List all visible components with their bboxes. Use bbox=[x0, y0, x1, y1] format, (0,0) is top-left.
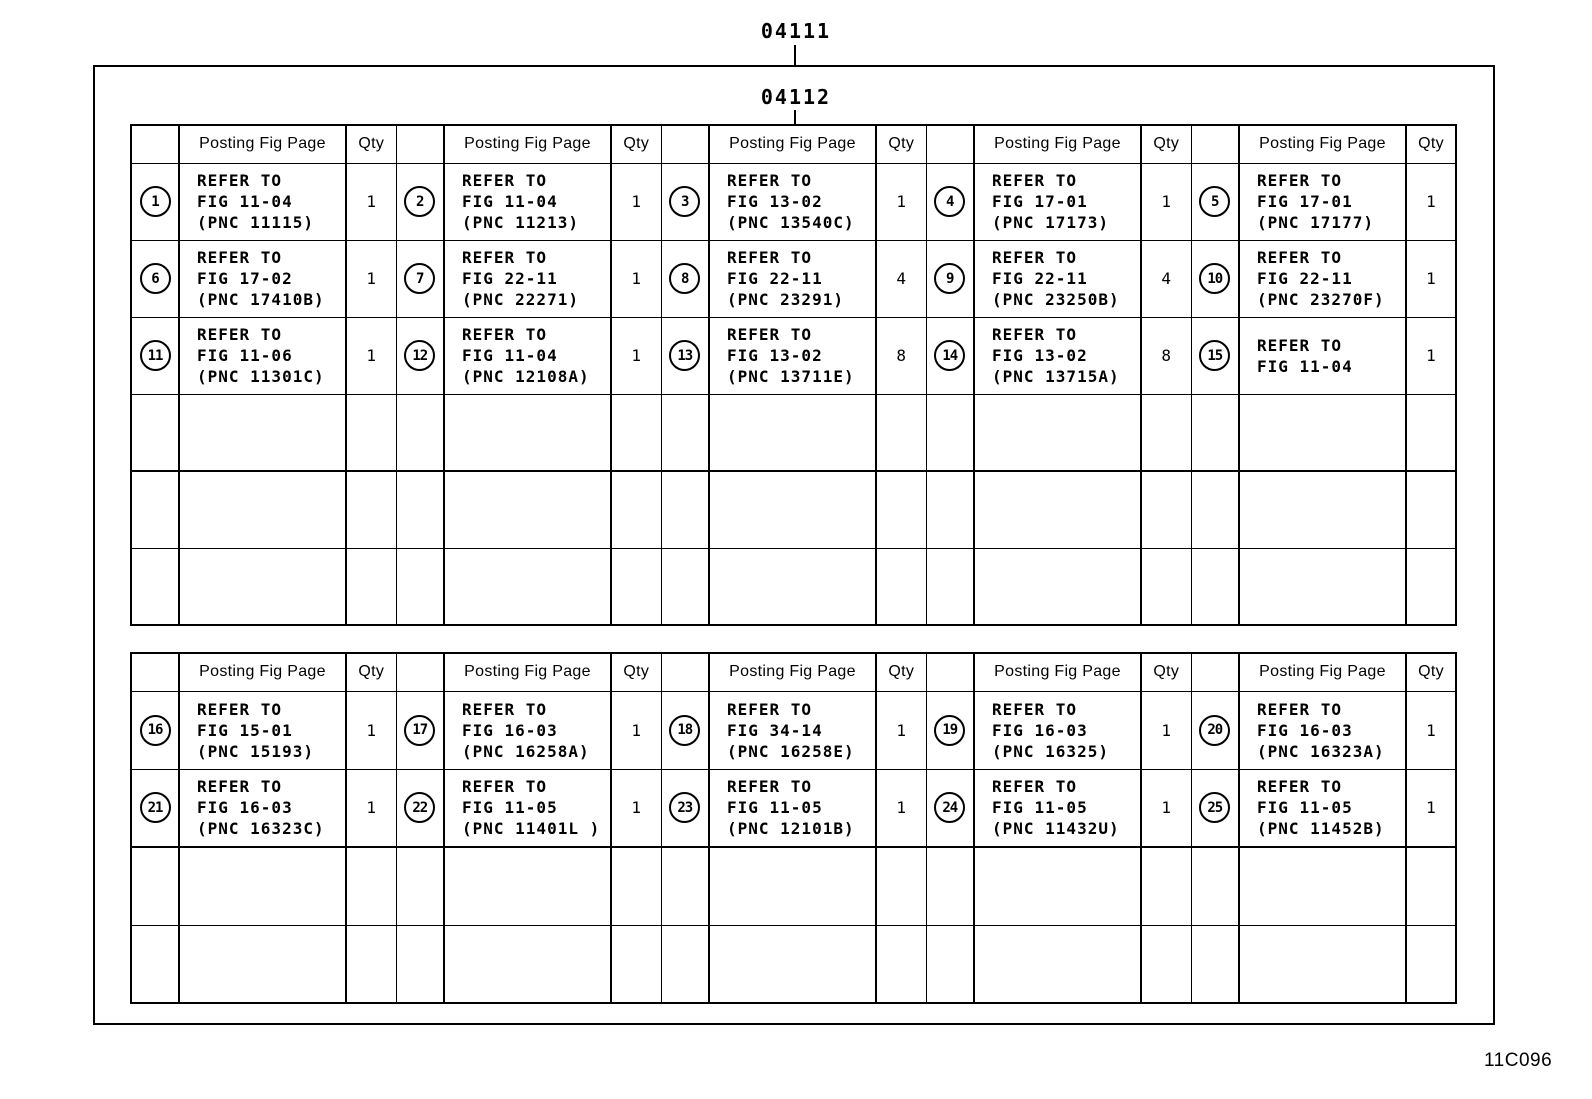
item-number-cell bbox=[131, 769, 179, 847]
ref-cell bbox=[444, 691, 611, 769]
qty-cell bbox=[346, 394, 396, 471]
item-number-badge: 15 bbox=[1199, 340, 1230, 371]
ref-cell bbox=[1239, 471, 1406, 548]
ref-cell bbox=[444, 240, 611, 317]
qty-cell bbox=[611, 548, 661, 625]
ref-line: REFER TO bbox=[197, 777, 283, 797]
ref-cell bbox=[179, 394, 346, 471]
ref-cell bbox=[1239, 691, 1406, 769]
ref-cell bbox=[709, 548, 876, 625]
item-number-badge: 7 bbox=[404, 263, 435, 294]
qty-header-cell: Qty bbox=[876, 125, 926, 163]
ref-cell bbox=[444, 317, 611, 394]
qty-header-cell: Qty bbox=[346, 125, 396, 163]
item-number-cell bbox=[396, 925, 444, 1003]
item-number-badge: 13 bbox=[669, 340, 700, 371]
item-number-badge: 23 bbox=[669, 792, 700, 823]
item-number-cell bbox=[396, 471, 444, 548]
ref-line: (PNC 11401L ) bbox=[462, 819, 601, 839]
qty-cell: 1 bbox=[1141, 691, 1191, 769]
ref-cell bbox=[1239, 548, 1406, 625]
ref-line: (PNC 17177) bbox=[1257, 213, 1374, 232]
item-number-cell bbox=[131, 471, 179, 548]
qty-cell bbox=[876, 548, 926, 625]
ref-cell bbox=[179, 317, 346, 394]
qty-cell bbox=[1406, 847, 1456, 925]
table-row bbox=[131, 769, 1456, 847]
ref-line: REFER TO bbox=[197, 325, 283, 344]
item-number-cell bbox=[661, 471, 709, 548]
item-number-cell bbox=[1191, 240, 1239, 317]
ref-line: FIG 34-14 bbox=[727, 720, 823, 740]
item-number-cell bbox=[1191, 769, 1239, 847]
posting-fig-page-header-cell: Posting Fig Page bbox=[444, 125, 611, 163]
ref-line: (PNC 17410B) bbox=[197, 290, 325, 309]
item-number-cell bbox=[926, 847, 974, 925]
qty-cell: 1 bbox=[346, 317, 396, 394]
ref-line: FIG 22-11 bbox=[727, 269, 823, 288]
ref-cell bbox=[974, 769, 1141, 847]
qty-cell: 1 bbox=[611, 240, 661, 317]
posting-fig-page-header-cell: Posting Fig Page bbox=[974, 125, 1141, 163]
item-number-cell bbox=[396, 394, 444, 471]
sheet-code-label: 11C096 bbox=[1484, 1050, 1553, 1071]
ref-cell bbox=[974, 317, 1141, 394]
ref-line: FIG 13-02 bbox=[727, 346, 823, 365]
qty-cell: 1 bbox=[1406, 769, 1456, 847]
item-number-cell bbox=[396, 769, 444, 847]
table-header-row bbox=[131, 653, 1456, 691]
ref-line: REFER TO bbox=[1257, 699, 1343, 719]
item-number-header-cell bbox=[131, 653, 179, 691]
ref-cell bbox=[179, 471, 346, 548]
qty-cell: 4 bbox=[1141, 240, 1191, 317]
item-number-badge: 9 bbox=[934, 263, 965, 294]
ref-line: (PNC 22271) bbox=[462, 290, 579, 309]
qty-cell: 1 bbox=[611, 691, 661, 769]
item-number-cell bbox=[1191, 394, 1239, 471]
item-number-badge: 5 bbox=[1199, 186, 1230, 217]
ref-line: FIG 16-03 bbox=[197, 798, 293, 818]
qty-cell: 1 bbox=[346, 240, 396, 317]
qty-header-cell: Qty bbox=[611, 125, 661, 163]
item-number-cell bbox=[396, 548, 444, 625]
ref-line: (PNC 15193) bbox=[197, 741, 314, 761]
ref-line: (PNC 11115) bbox=[197, 213, 314, 232]
ref-cell bbox=[1239, 163, 1406, 240]
ref-line: REFER TO bbox=[727, 777, 813, 797]
ref-cell bbox=[179, 548, 346, 625]
item-number-badge: 2 bbox=[404, 186, 435, 217]
qty-cell bbox=[346, 471, 396, 548]
qty-cell bbox=[1141, 471, 1191, 548]
ref-cell bbox=[974, 691, 1141, 769]
item-number-header-cell bbox=[926, 125, 974, 163]
ref-line: (PNC 16258A) bbox=[462, 741, 590, 761]
ref-cell bbox=[974, 548, 1141, 625]
ref-line: REFER TO bbox=[992, 325, 1078, 344]
ref-line: (PNC 16323A) bbox=[1257, 741, 1385, 761]
ref-line: REFER TO bbox=[1257, 171, 1343, 190]
ref-line: FIG 11-04 bbox=[197, 192, 293, 211]
posting-fig-page-header-cell: Posting Fig Page bbox=[179, 653, 346, 691]
item-number-header-cell bbox=[926, 653, 974, 691]
ref-line: REFER TO bbox=[727, 248, 813, 267]
qty-cell: 8 bbox=[876, 317, 926, 394]
item-number-badge: 25 bbox=[1199, 792, 1230, 823]
ref-line: (PNC 12101B) bbox=[727, 819, 855, 839]
qty-cell: 1 bbox=[611, 317, 661, 394]
qty-cell: 1 bbox=[1406, 317, 1456, 394]
ref-line: (PNC 23270F) bbox=[1257, 290, 1385, 309]
qty-cell bbox=[1141, 847, 1191, 925]
ref-line: FIG 17-02 bbox=[197, 269, 293, 288]
ref-line: FIG 11-05 bbox=[992, 798, 1088, 818]
ref-cell bbox=[444, 847, 611, 925]
item-number-cell bbox=[131, 240, 179, 317]
table-row bbox=[131, 317, 1456, 394]
leader-line-04111 bbox=[794, 45, 796, 65]
ref-line: (PNC 16325) bbox=[992, 741, 1109, 761]
item-number-badge: 20 bbox=[1199, 715, 1230, 746]
empty-table-row bbox=[131, 471, 1456, 548]
qty-cell bbox=[876, 471, 926, 548]
qty-header-cell: Qty bbox=[876, 653, 926, 691]
item-number-header-cell bbox=[661, 125, 709, 163]
posting-fig-page-header-cell: Posting Fig Page bbox=[709, 125, 876, 163]
ref-line: FIG 16-03 bbox=[1257, 720, 1353, 740]
ref-line: FIG 11-05 bbox=[462, 798, 558, 818]
ref-cell bbox=[444, 394, 611, 471]
qty-cell bbox=[1141, 548, 1191, 625]
ref-cell bbox=[709, 925, 876, 1003]
ref-line: (PNC 13715A) bbox=[992, 367, 1120, 386]
ref-line: REFER TO bbox=[197, 248, 283, 267]
qty-cell bbox=[1406, 394, 1456, 471]
item-number-cell bbox=[926, 394, 974, 471]
item-number-badge: 17 bbox=[404, 715, 435, 746]
ref-line: FIG 22-11 bbox=[1257, 269, 1353, 288]
qty-cell bbox=[1141, 394, 1191, 471]
item-number-badge: 1 bbox=[140, 186, 171, 217]
qty-cell: 1 bbox=[876, 691, 926, 769]
ref-line: REFER TO bbox=[992, 248, 1078, 267]
qty-cell: 1 bbox=[1141, 163, 1191, 240]
qty-cell: 1 bbox=[876, 163, 926, 240]
item-number-cell bbox=[926, 769, 974, 847]
ref-line: (PNC 17173) bbox=[992, 213, 1109, 232]
item-number-badge: 24 bbox=[934, 792, 965, 823]
ref-cell bbox=[1239, 769, 1406, 847]
ref-cell bbox=[444, 769, 611, 847]
item-number-cell bbox=[1191, 317, 1239, 394]
ref-line: (PNC 16323C) bbox=[197, 819, 325, 839]
item-number-cell bbox=[1191, 925, 1239, 1003]
ref-cell bbox=[709, 394, 876, 471]
item-number-cell bbox=[926, 691, 974, 769]
qty-cell: 1 bbox=[1406, 691, 1456, 769]
item-number-cell bbox=[131, 925, 179, 1003]
ref-line: REFER TO bbox=[727, 325, 813, 344]
ref-line: FIG 11-04 bbox=[1257, 356, 1353, 376]
item-number-cell bbox=[926, 163, 974, 240]
leader-line-04112 bbox=[794, 110, 796, 125]
ref-cell bbox=[179, 240, 346, 317]
ref-line: FIG 16-03 bbox=[992, 720, 1088, 740]
ref-line: REFER TO bbox=[462, 777, 548, 797]
ref-line: REFER TO bbox=[462, 248, 548, 267]
qty-cell bbox=[1406, 548, 1456, 625]
ref-cell bbox=[179, 163, 346, 240]
ref-line: FIG 11-05 bbox=[1257, 798, 1353, 818]
item-number-badge: 3 bbox=[669, 186, 700, 217]
ref-line: FIG 22-11 bbox=[462, 269, 558, 288]
item-number-header-cell bbox=[661, 653, 709, 691]
item-number-cell bbox=[1191, 163, 1239, 240]
item-number-cell bbox=[661, 548, 709, 625]
item-number-cell bbox=[926, 240, 974, 317]
item-number-cell bbox=[131, 691, 179, 769]
ref-line: REFER TO bbox=[462, 325, 548, 344]
empty-table-row bbox=[131, 847, 1456, 925]
item-number-badge: 22 bbox=[404, 792, 435, 823]
ref-cell bbox=[1239, 317, 1406, 394]
item-number-header-cell bbox=[396, 125, 444, 163]
qty-cell bbox=[1141, 925, 1191, 1003]
qty-cell: 1 bbox=[346, 163, 396, 240]
item-number-cell bbox=[396, 691, 444, 769]
qty-cell: 1 bbox=[346, 691, 396, 769]
ref-line: FIG 11-04 bbox=[462, 346, 558, 365]
empty-table-row bbox=[131, 925, 1456, 1003]
ref-line: REFER TO bbox=[1257, 248, 1343, 267]
item-number-badge: 14 bbox=[934, 340, 965, 371]
ref-line: REFER TO bbox=[462, 171, 548, 190]
ref-line: FIG 15-01 bbox=[197, 720, 293, 740]
ref-line: FIG 13-02 bbox=[992, 346, 1088, 365]
ref-cell bbox=[1239, 240, 1406, 317]
qty-cell: 1 bbox=[1141, 769, 1191, 847]
qty-cell: 1 bbox=[1406, 163, 1456, 240]
item-number-cell bbox=[131, 548, 179, 625]
ref-line: (PNC 16258E) bbox=[727, 741, 855, 761]
qty-cell: 8 bbox=[1141, 317, 1191, 394]
ref-line: (PNC 13540C) bbox=[727, 213, 855, 232]
qty-cell: 1 bbox=[876, 769, 926, 847]
ref-cell bbox=[444, 163, 611, 240]
qty-cell bbox=[876, 925, 926, 1003]
ref-line: FIG 17-01 bbox=[992, 192, 1088, 211]
qty-header-cell: Qty bbox=[1406, 125, 1456, 163]
item-number-header-cell bbox=[1191, 653, 1239, 691]
ref-line: FIG 16-03 bbox=[462, 720, 558, 740]
item-number-cell bbox=[661, 163, 709, 240]
qty-cell bbox=[346, 847, 396, 925]
ref-line: FIG 13-02 bbox=[727, 192, 823, 211]
item-number-header-cell bbox=[1191, 125, 1239, 163]
qty-cell bbox=[611, 925, 661, 1003]
posting-reference-table-lower bbox=[130, 652, 1457, 1004]
ref-cell bbox=[709, 847, 876, 925]
item-number-cell bbox=[1191, 691, 1239, 769]
qty-cell bbox=[876, 847, 926, 925]
posting-fig-page-header-cell: Posting Fig Page bbox=[974, 653, 1141, 691]
ref-cell bbox=[444, 471, 611, 548]
qty-cell: 4 bbox=[876, 240, 926, 317]
item-number-cell bbox=[396, 847, 444, 925]
item-number-badge: 4 bbox=[934, 186, 965, 217]
ref-line: (PNC 23291) bbox=[727, 290, 844, 309]
posting-fig-page-header-cell: Posting Fig Page bbox=[1239, 125, 1406, 163]
ref-line: REFER TO bbox=[992, 171, 1078, 190]
ref-cell bbox=[709, 769, 876, 847]
item-number-badge: 11 bbox=[140, 340, 171, 371]
posting-fig-page-header-cell: Posting Fig Page bbox=[179, 125, 346, 163]
item-number-cell bbox=[131, 317, 179, 394]
ref-line: REFER TO bbox=[197, 699, 283, 719]
ref-line: (PNC 11301C) bbox=[197, 367, 325, 386]
ref-cell bbox=[709, 163, 876, 240]
ref-cell bbox=[179, 691, 346, 769]
ref-line: (PNC 12108A) bbox=[462, 367, 590, 386]
ref-cell bbox=[179, 847, 346, 925]
ref-cell bbox=[974, 925, 1141, 1003]
item-number-header-cell bbox=[396, 653, 444, 691]
ref-line: REFER TO bbox=[727, 699, 813, 719]
item-number-cell bbox=[661, 691, 709, 769]
qty-cell bbox=[611, 847, 661, 925]
item-number-cell bbox=[661, 925, 709, 1003]
table-row bbox=[131, 691, 1456, 769]
ref-line: REFER TO bbox=[727, 171, 813, 190]
item-number-badge: 6 bbox=[140, 263, 171, 294]
ref-line: FIG 17-01 bbox=[1257, 192, 1353, 211]
qty-cell: 1 bbox=[1406, 240, 1456, 317]
table-row bbox=[131, 163, 1456, 240]
ref-cell bbox=[179, 925, 346, 1003]
ref-cell bbox=[974, 394, 1141, 471]
ref-line: (PNC 11213) bbox=[462, 213, 579, 232]
item-number-cell bbox=[661, 769, 709, 847]
item-number-cell bbox=[926, 548, 974, 625]
ref-cell bbox=[1239, 847, 1406, 925]
qty-cell bbox=[1406, 925, 1456, 1003]
item-number-badge: 10 bbox=[1199, 263, 1230, 294]
ref-cell bbox=[974, 240, 1141, 317]
item-number-cell bbox=[1191, 847, 1239, 925]
item-number-badge: 18 bbox=[669, 715, 700, 746]
ref-line: FIG 11-06 bbox=[197, 346, 293, 365]
ref-cell bbox=[1239, 925, 1406, 1003]
ref-line: FIG 22-11 bbox=[992, 269, 1088, 288]
item-number-cell bbox=[661, 317, 709, 394]
ref-cell bbox=[709, 240, 876, 317]
qty-cell bbox=[1406, 471, 1456, 548]
item-number-cell bbox=[1191, 471, 1239, 548]
figure-code-label-04112: 04112 bbox=[760, 85, 832, 109]
ref-line: REFER TO bbox=[1257, 777, 1343, 797]
item-number-cell bbox=[1191, 548, 1239, 625]
ref-line: FIG 11-05 bbox=[727, 798, 823, 818]
table-header-row bbox=[131, 125, 1456, 163]
qty-cell: 1 bbox=[346, 769, 396, 847]
posting-fig-page-header-cell: Posting Fig Page bbox=[1239, 653, 1406, 691]
ref-line: FIG 11-04 bbox=[462, 192, 558, 211]
qty-cell bbox=[611, 394, 661, 471]
item-number-header-cell bbox=[131, 125, 179, 163]
ref-line: REFER TO bbox=[1257, 335, 1343, 355]
qty-header-cell: Qty bbox=[1141, 653, 1191, 691]
ref-line: (PNC 11432U) bbox=[992, 819, 1120, 839]
figure-code-label-04111: 04111 bbox=[760, 19, 832, 43]
ref-cell bbox=[179, 769, 346, 847]
qty-header-cell: Qty bbox=[1406, 653, 1456, 691]
item-number-cell bbox=[131, 163, 179, 240]
ref-cell bbox=[709, 691, 876, 769]
ref-line: REFER TO bbox=[992, 777, 1078, 797]
ref-line: (PNC 11452B) bbox=[1257, 819, 1385, 839]
posting-fig-page-header-cell: Posting Fig Page bbox=[709, 653, 876, 691]
qty-header-cell: Qty bbox=[1141, 125, 1191, 163]
empty-table-row bbox=[131, 548, 1456, 625]
ref-line: REFER TO bbox=[197, 171, 283, 190]
item-number-badge: 16 bbox=[140, 715, 171, 746]
posting-reference-table-upper bbox=[130, 124, 1457, 626]
empty-table-row bbox=[131, 394, 1456, 471]
ref-line: (PNC 13711E) bbox=[727, 367, 855, 386]
ref-cell bbox=[974, 847, 1141, 925]
item-number-badge: 12 bbox=[404, 340, 435, 371]
item-number-cell bbox=[131, 394, 179, 471]
ref-cell bbox=[1239, 394, 1406, 471]
qty-header-cell: Qty bbox=[346, 653, 396, 691]
item-number-cell bbox=[661, 394, 709, 471]
ref-cell bbox=[974, 471, 1141, 548]
ref-line: (PNC 23250B) bbox=[992, 290, 1120, 309]
ref-cell bbox=[974, 163, 1141, 240]
ref-cell bbox=[709, 317, 876, 394]
ref-cell bbox=[709, 471, 876, 548]
item-number-cell bbox=[396, 240, 444, 317]
qty-header-cell: Qty bbox=[611, 653, 661, 691]
ref-line: REFER TO bbox=[462, 699, 548, 719]
item-number-cell bbox=[926, 317, 974, 394]
item-number-cell bbox=[661, 240, 709, 317]
item-number-cell bbox=[661, 847, 709, 925]
qty-cell: 1 bbox=[611, 163, 661, 240]
ref-cell bbox=[444, 548, 611, 625]
item-number-cell bbox=[926, 925, 974, 1003]
item-number-cell bbox=[396, 317, 444, 394]
posting-fig-page-header-cell: Posting Fig Page bbox=[444, 653, 611, 691]
item-number-cell bbox=[131, 847, 179, 925]
ref-cell bbox=[444, 925, 611, 1003]
qty-cell bbox=[876, 394, 926, 471]
item-number-badge: 19 bbox=[934, 715, 965, 746]
table-row bbox=[131, 240, 1456, 317]
qty-cell bbox=[346, 548, 396, 625]
qty-cell bbox=[611, 471, 661, 548]
qty-cell bbox=[346, 925, 396, 1003]
item-number-cell bbox=[926, 471, 974, 548]
qty-cell: 1 bbox=[611, 769, 661, 847]
item-number-badge: 8 bbox=[669, 263, 700, 294]
item-number-badge: 21 bbox=[140, 792, 171, 823]
item-number-cell bbox=[396, 163, 444, 240]
ref-line: REFER TO bbox=[992, 699, 1078, 719]
